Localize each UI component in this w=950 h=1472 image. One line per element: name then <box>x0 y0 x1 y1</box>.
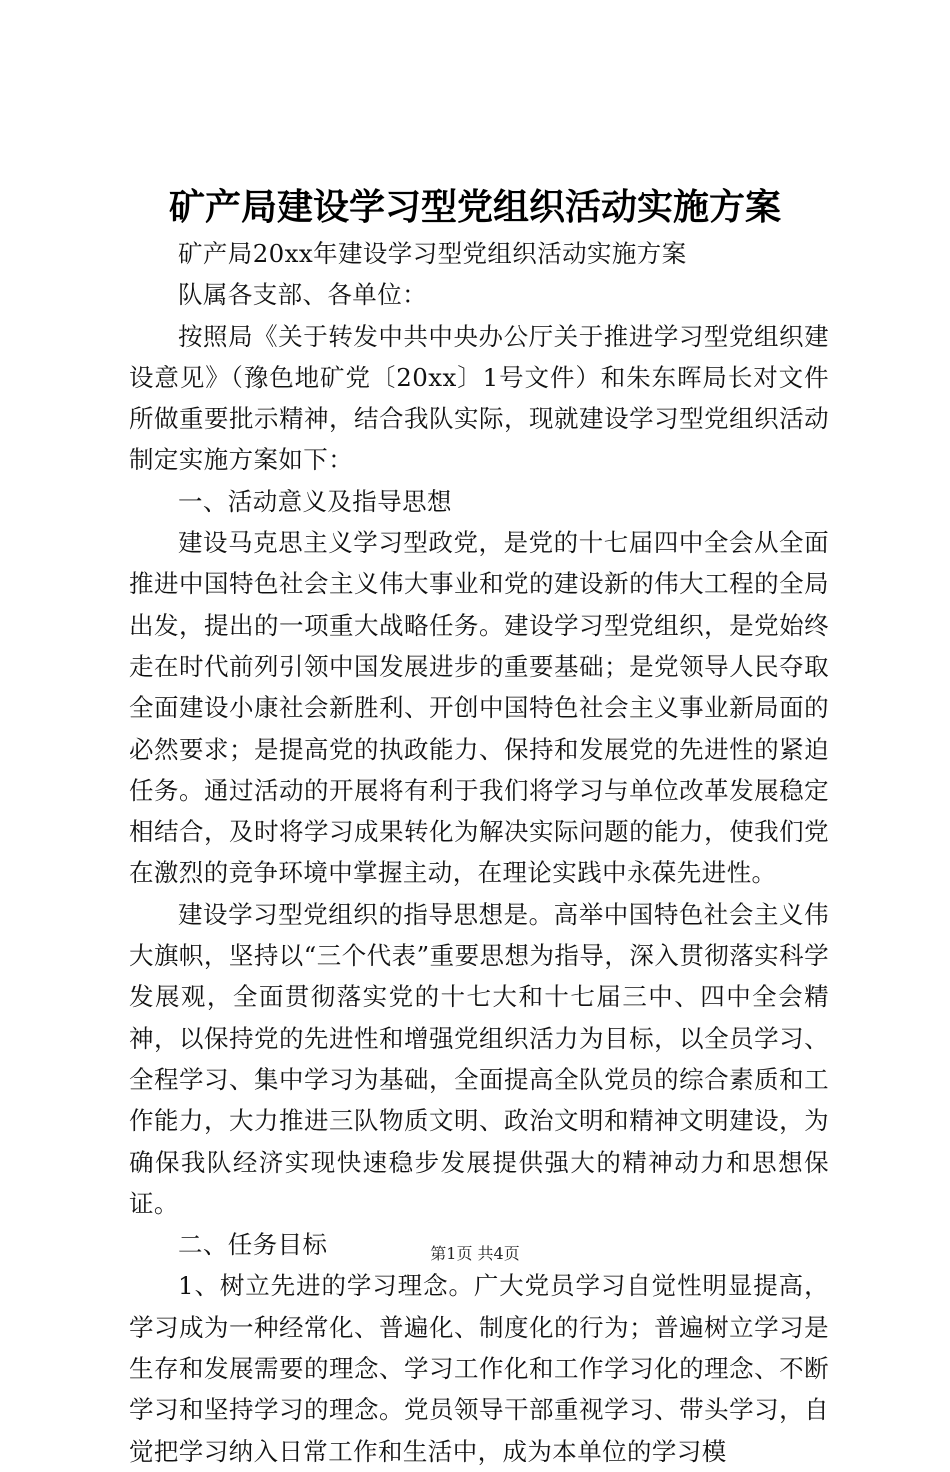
subtitle-line: 矿产局20xx年建设学习型党组织活动实施方案 <box>178 239 687 268</box>
paragraph-guiding-thought: 建设学习型党组织的指导思想是。高举中国特色社会主义伟大旗帜，坚持以“三个代表”重要思想为指导，深入贯彻落实科学发展观，全面贯彻落实党的十七大和十七届三中、四中全会精神，以保持党的先进性和增强党组织活力为目标，以全员学习、全程学习、集中学习为基础，全面提高全队党员的综合素质和工作能力，大力推进三队物质文明、政治文明和精神文明建设，为确保我队经济实现快速稳步发展提供强大的精神动力和思想保证。 <box>129 899 829 1218</box>
paragraph-significance: 建设马克思主义学习型政党，是党的十七届四中全会从全面推进中国特色社会主义伟大事业和党的建设新的伟大工程的全局出发，提出的一项重大战略任务。建设学习型党组织，是党始终走在时代前列引领中国发展进步的重要基础；是党领导人民夺取全面建设小康社会新胜利、开创中国特色社会主义事业新局面的必然要求；是提高党的执政能力、保持和发展党的先进性的紧迫任务。通过活动的开展将有利于我们将学习与单位改革发展稳定相结合，及时将学习成果转化为解决实际问题的能力，使我们党在激烈的竞争环境中掌握主动，在理论实践中永葆先进性。 <box>129 528 829 888</box>
document-body <box>129 233 829 1472</box>
paragraph-task-1: 1、树立先进的学习理念。广大党员学习自觉性明显提高，学习成为一种经常化、普遍化、制度化的行为；普遍树立学习是生存和发展需要的理念、学习工作化和工作学习化的理念、不断学习和坚持学习的理念。党员领导干部重视学习、带头学习，自觉把学习纳入日常工作和生活中，成为本单位的学习模 <box>129 1271 829 1466</box>
section-heading-1: 一、活动意义及指导思想 <box>178 486 452 516</box>
salutation: 队属各支部、各单位： <box>178 280 427 310</box>
page-number: 第1页 共4页 <box>430 1244 520 1263</box>
section-heading-2: 二、任务目标 <box>178 1230 328 1260</box>
document-title: 矿产局建设学习型党组织活动实施方案 <box>168 186 781 228</box>
intro-paragraph: 按照局《关于转发中共中央办公厅关于推进学习型党组织建设意见》（豫色地矿党〔20xx〕1号文件）和朱东晖局长对文件所做重要批示精神，结合我队实际，现就建设学习型党组织活动制定实施方案如下： <box>129 321 829 475</box>
